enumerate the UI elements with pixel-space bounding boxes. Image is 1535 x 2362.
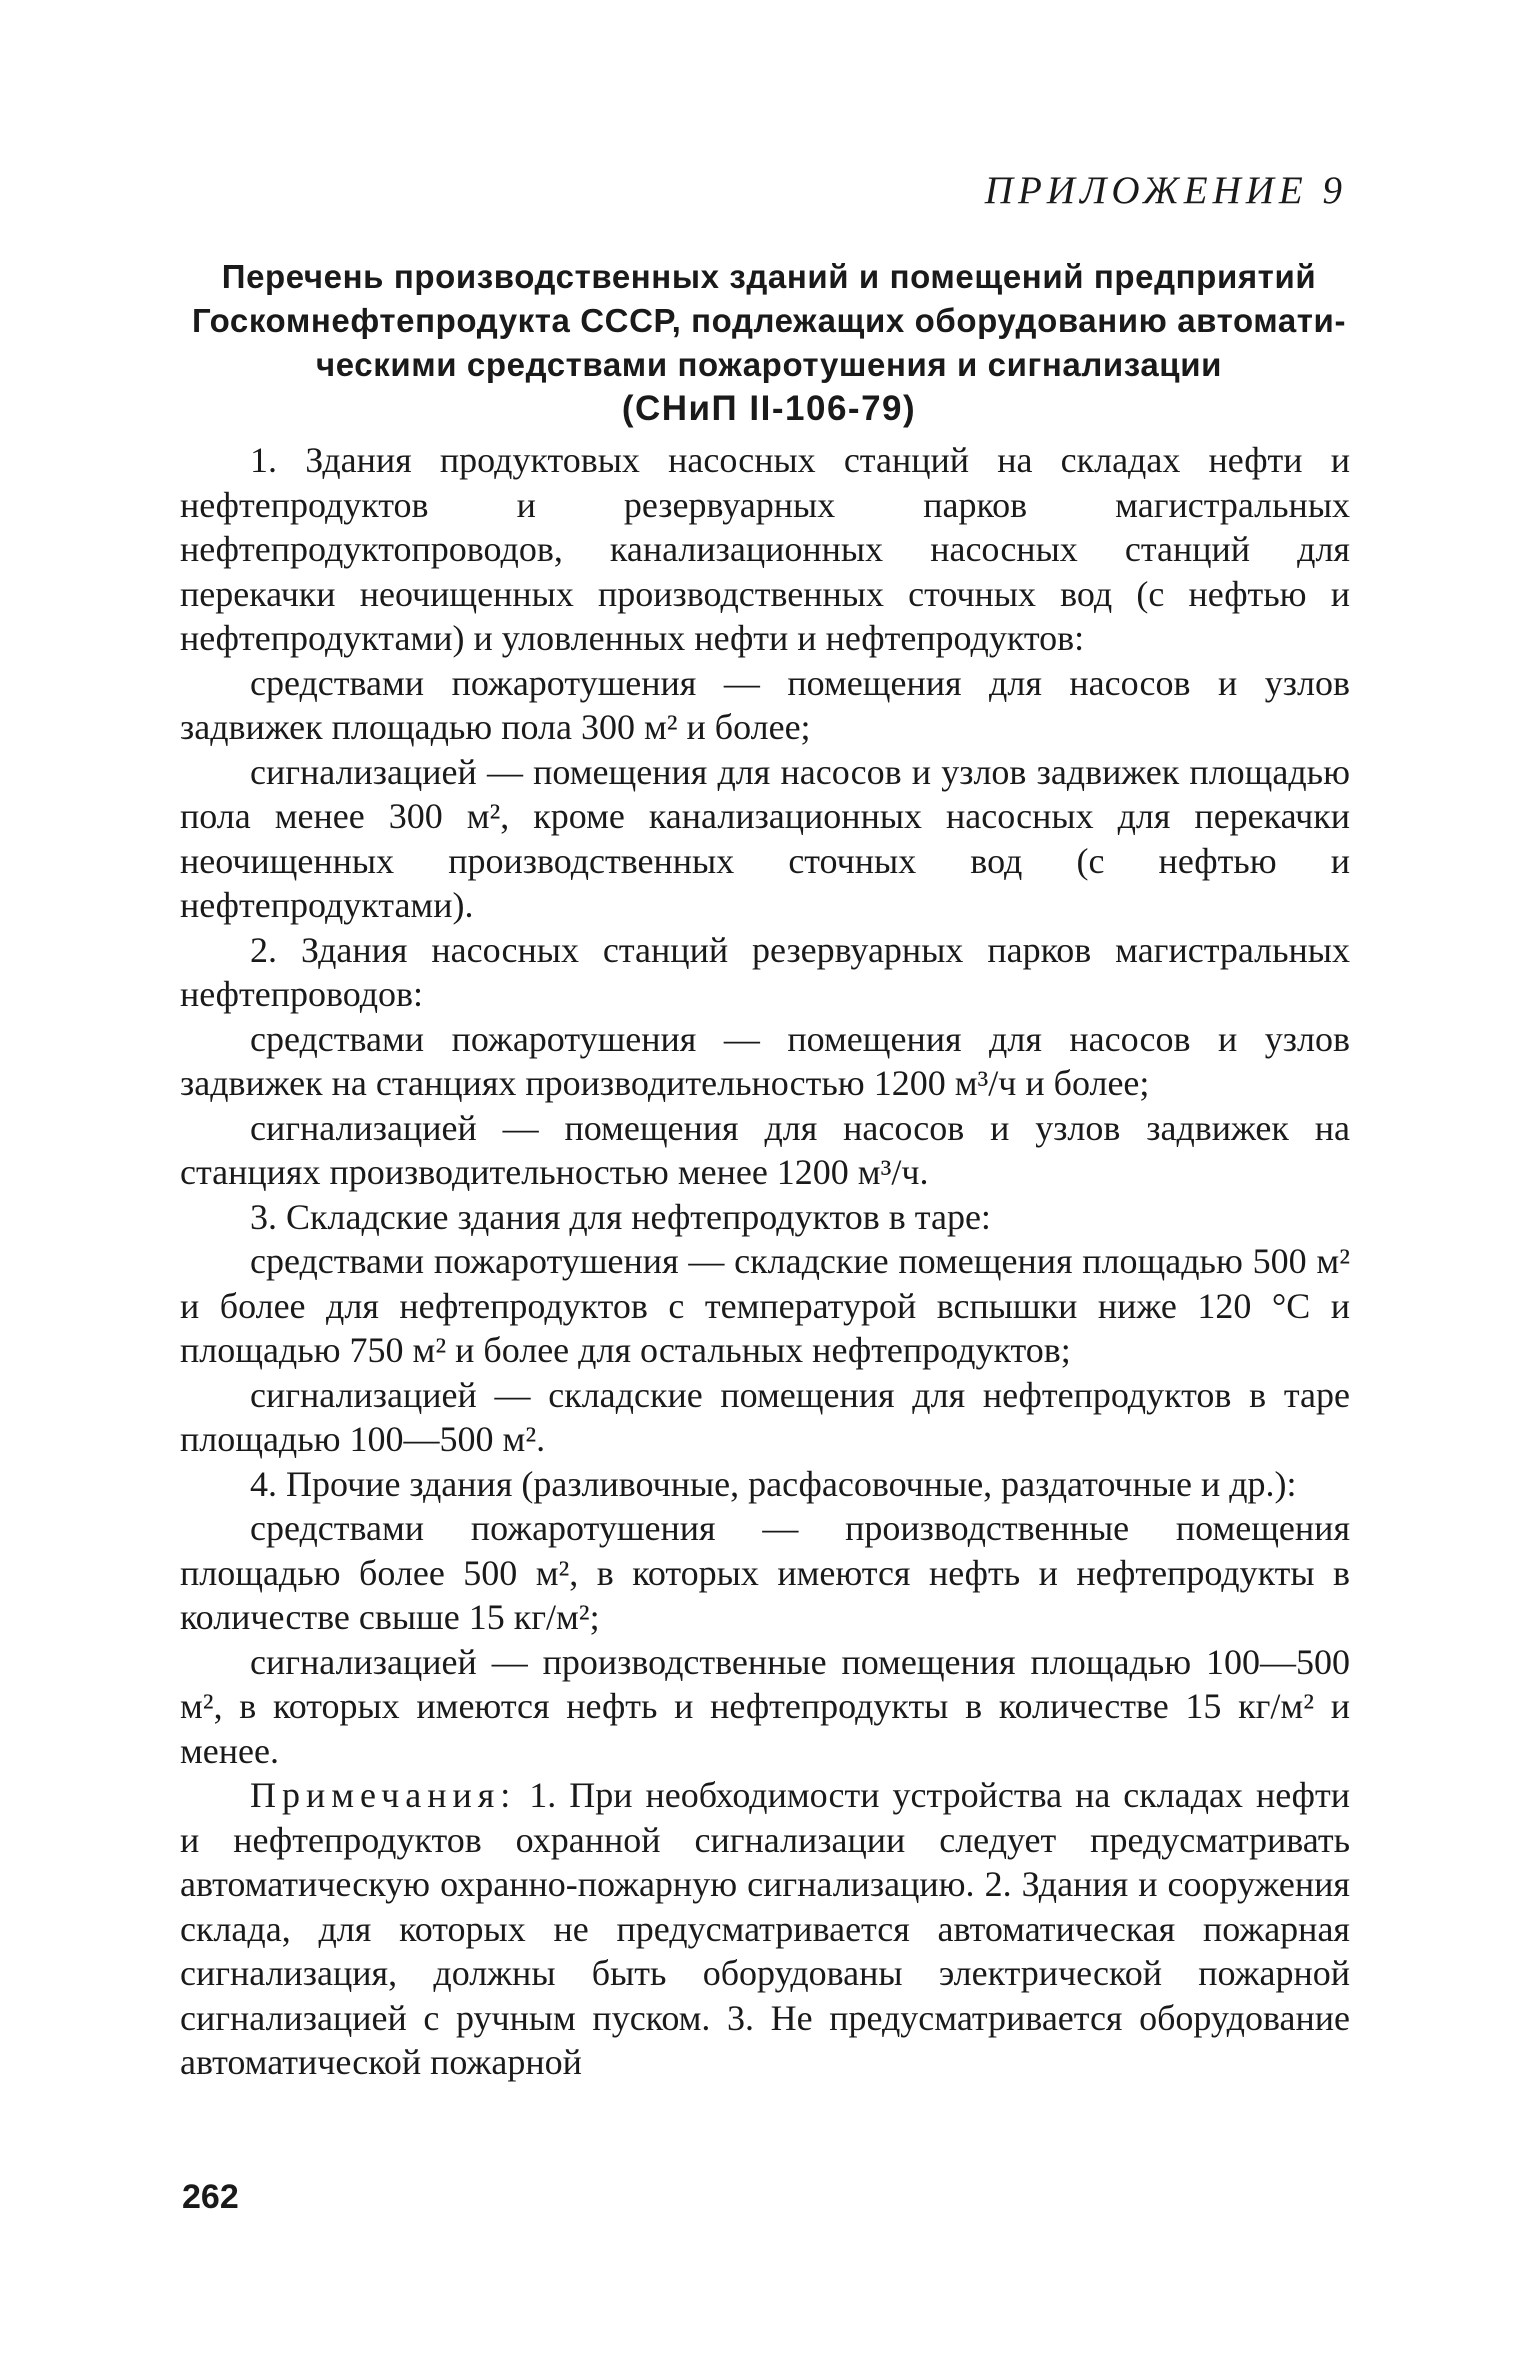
paragraph-3: 3. Складские здания для нефтепродуктов в таре: bbox=[250, 1196, 991, 1237]
paragraph-2-fire: средствами пожаротушения — помещения для насосов и узлов задвижек на станциях производительностью 1200 м³/ч и более; bbox=[180, 1018, 1350, 1103]
heading-code: (СНиП II-106-79) bbox=[621, 389, 917, 428]
paragraph-2-alarm: сигнализацией — помещения для насосов и узлов задвижек на станциях производительностью менее 1200 м³/ч. bbox=[180, 1107, 1350, 1192]
paragraph-4: 4. Прочие здания (разливочные, расфасовочные, раздаточные и др.): bbox=[250, 1463, 1297, 1504]
heading-line-3: ческими средствами пожаротушения и сигнализации bbox=[316, 346, 1222, 383]
paragraph-3-fire: средствами пожаротушения — складские помещения площадью 500 м² и более для нефтепродуктов с температурой вспышки ниже 120 °С и площадью 750 м² и более для остальных нефтепродуктов; bbox=[180, 1241, 1350, 1370]
paragraph-3-alarm: сигнализацией — складские помещения для нефтепродуктов в таре площадью 100—500 м². bbox=[180, 1374, 1350, 1459]
page-number: 262 bbox=[182, 2178, 239, 2216]
paragraph-4-alarm: сигнализацией — производственные помещения площадью 100—500 м², в которых имеются нефть и нефтепродукты в количестве 15 кг/м² и менее. bbox=[180, 1641, 1350, 1771]
appendix-label: ПРИЛОЖЕНИЕ 9 bbox=[984, 169, 1347, 212]
heading-line-1: Перечень производственных зданий и помещений предприятий bbox=[221, 258, 1317, 295]
paragraph-1: 1. Здания продуктовых насосных станций на складах нефти и нефтепродуктов и резервуарных парков магистральных нефтепродуктопроводов, канализационных насосных станций для перекачки неочищенных производственных сточных вод (с нефтью и нефтепродуктами) и уловленных нефти и нефтепродуктов: bbox=[180, 440, 1350, 658]
document-heading bbox=[180, 255, 1358, 431]
notes-text: 1. При необходимости устройства на складах нефти и нефтепродуктов охранной сигнализации следует предусматривать автоматическую охранно-пожарную сигнализацию. 2. Здания и сооружения склада, для которых не предусматривается автоматическая пожарная сигнализация, должны быть оборудованы электрической пожарной сигнализацией с ручным пуском. 3. Не предусматривается оборудование автоматической пожарной bbox=[180, 1775, 1350, 2082]
paragraph-1-alarm: сигнализацией — помещения для насосов и узлов задвижек площадью пола менее 300 м², кроме канализационных насосных для перекачки неочищенных производственных сточных вод (с нефтью и нефтепродуктами). bbox=[180, 751, 1350, 925]
heading-line-2: Госкомнефтепродукта СССР, подлежащих оборудованию автомати- bbox=[191, 302, 1347, 339]
notes-paragraph bbox=[180, 1773, 1350, 2085]
paragraph-1-fire: средствами пожаротушения — помещения для насосов и узлов задвижек площадью пола 300 м² и более; bbox=[180, 662, 1350, 747]
notes-label: Примечания: bbox=[250, 1775, 517, 1815]
paragraph-4-fire: средствами пожаротушения — производственные помещения площадью более 500 м², в которых имеются нефть и нефтепродукты в количестве свыше 15 кг/м²; bbox=[180, 1508, 1350, 1637]
document-body bbox=[180, 438, 1350, 2085]
paragraph-2: 2. Здания насосных станций резервуарных парков магистральных нефтепроводов: bbox=[180, 929, 1350, 1014]
